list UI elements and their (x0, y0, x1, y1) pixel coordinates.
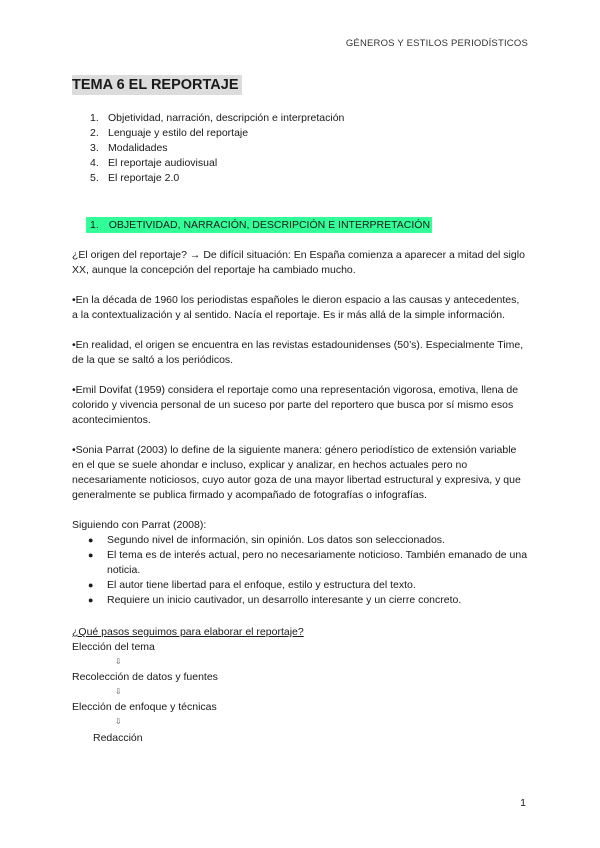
toc-item: 5. El reportaje 2.0 (90, 172, 180, 184)
paragraph-dovifat: •Emil Dovifat (1959) considera el reportaje como una representación vigorosa, emotiva, llena de colorido y vivencia personal de un suceso por parte del reportero que busca por sí mismo esos acontecimientos. (72, 384, 519, 426)
list-item: ● El tema es de interés actual, pero no necesariamente noticioso. También emanado de una noticia. (88, 549, 528, 576)
paragraph-parrat-2008: Siguiendo con Parrat (2008): (72, 519, 207, 531)
down-arrow-icon: ⇩ (115, 687, 122, 696)
page-number: 1 (520, 797, 526, 809)
list-item: ● Segundo nivel de información, sin opinión. Los datos son seleccionados. (88, 534, 445, 546)
step-item: Recolección de datos y fuentes (72, 671, 218, 683)
step-item: Elección del tema (72, 641, 155, 653)
list-item: ● El autor tiene libertad para el enfoque, estilo y estructura del texto. (88, 579, 416, 591)
step-item: Redacción (93, 732, 143, 744)
table-of-contents (90, 111, 344, 186)
parrat-bullet-list (88, 533, 528, 608)
paragraph-origin: ¿El origen del reportaje? → De difícil situación: En España comienza a aparecer a mitad del siglo XX, aunque la concepción del reportaje ha cambiado mucho. (72, 249, 525, 276)
bullet-icon: ● (88, 595, 94, 605)
paragraph-1960: •En la década de 1960 los periodistas españoles le dieron espacio a las causas y antecedentes, a la contextualización y al sentido. Nacía el reportaje. Es ir más allá de la simple información. (72, 294, 520, 321)
paragraph-parrat-2003: •Sonia Parrat (2003) lo define de la siguiente manera: género periodístico de extensión variable en el que se suele ahondar e incluso, explicar y analizar, en hechos actuales pero no necesariamente noticiosos, cuyo autor goza de una mayor libertad estructural y expresiva, y que generalmente se publica firmado y acompañado de fotografías o infografías. (72, 444, 521, 501)
list-item: ● Requiere un inicio cautivador, un desarrollo interesante y un cierre concreto. (88, 594, 462, 606)
down-arrow-icon: ⇩ (115, 717, 122, 726)
step-item: Elección de enfoque y técnicas (72, 701, 217, 713)
page-title: TEMA 6 EL REPORTAJE (72, 75, 242, 95)
paragraph-us-origin: •En realidad, el origen se encuentra en las revistas estadounidenses (50’s). Especialmente Time, de la que se saltó a los periódicos. (72, 339, 524, 366)
bullet-icon: ● (88, 580, 94, 590)
toc-item: 2. Lenguaje y estilo del reportaje (90, 127, 249, 139)
steps-question: ¿Qué pasos seguimos para elaborar el reportaje? (72, 626, 304, 638)
bullet-icon: ● (88, 535, 94, 545)
running-header: GÉNEROS Y ESTILOS PERIODÍSTICOS (345, 38, 528, 49)
down-arrow-icon: ⇩ (115, 657, 122, 666)
toc-item: 4. El reportaje audiovisual (90, 157, 218, 169)
toc-item: 1. Objetividad, narración, descripción e interpretación (90, 112, 345, 124)
section-heading: 1. OBJETIVIDAD, NARRACIÓN, DESCRIPCIÓN E INTERPRETACIÓN (86, 217, 432, 233)
bullet-icon: ● (88, 550, 94, 560)
toc-item: 3. Modalidades (90, 142, 168, 154)
